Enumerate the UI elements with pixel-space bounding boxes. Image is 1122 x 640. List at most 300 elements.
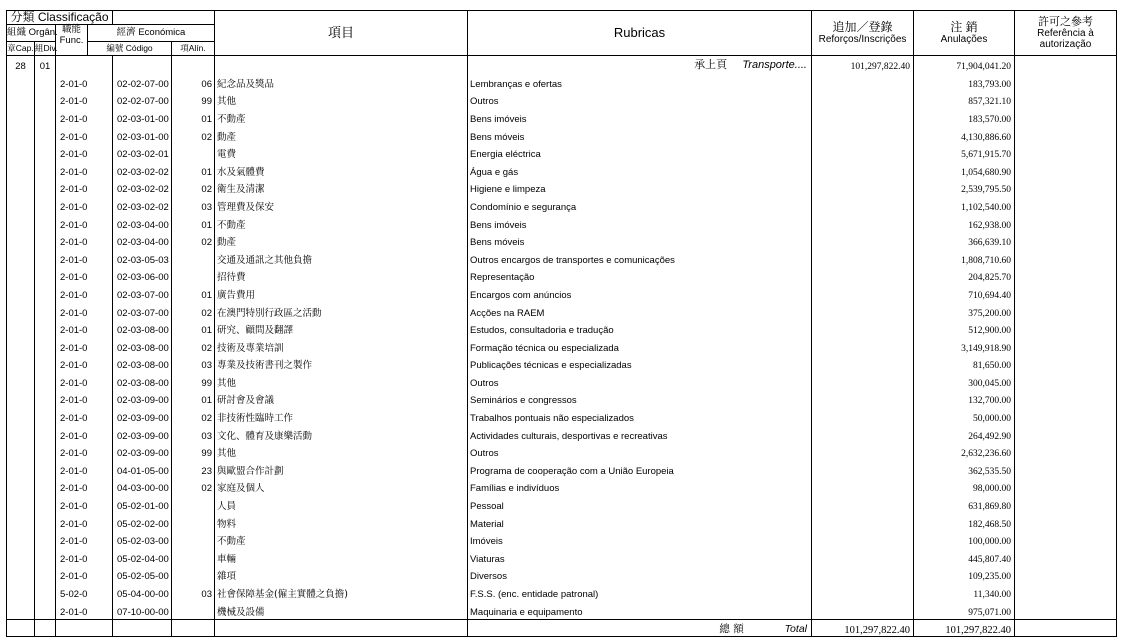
- div-cell: [35, 108, 56, 126]
- rubrica-cell: Viaturas: [468, 548, 812, 566]
- cap-cell: [7, 337, 35, 355]
- reinforce-cell: [812, 407, 914, 425]
- amount-cell: 1,808,710.60: [914, 249, 1015, 267]
- div-cell: [35, 407, 56, 425]
- alin-cell: 01: [172, 390, 215, 408]
- rubrica-cell: Condomínio e segurança: [468, 196, 812, 214]
- cap-cell: [7, 513, 35, 531]
- table-row: [7, 91, 1117, 109]
- div-header-zh: 組: [35, 43, 44, 54]
- func-cell: 2-01-0: [56, 460, 88, 478]
- code-cell: 02-03-02-02: [113, 179, 172, 197]
- table-row: [7, 214, 1117, 232]
- reference-cell: [1015, 355, 1117, 373]
- cap-cell: [7, 372, 35, 390]
- reference-cell: [1015, 390, 1117, 408]
- reinforce-cell: [812, 126, 914, 144]
- organ-header-pt: Orgân.: [28, 26, 58, 38]
- organ-header: [7, 25, 56, 42]
- transport-row: [7, 56, 1117, 74]
- table-row: [7, 337, 1117, 355]
- div-header-pt: Div.: [43, 43, 58, 54]
- func-cell-cont: [88, 144, 113, 162]
- func-cell: 2-01-0: [56, 355, 88, 373]
- div-cell: [35, 214, 56, 232]
- amount-cell: 2,539,795.50: [914, 179, 1015, 197]
- div-cell: [35, 425, 56, 443]
- rubrica-cell: Seminários e congressos: [468, 390, 812, 408]
- div-cell: [35, 601, 56, 619]
- func-cell-cont: [88, 460, 113, 478]
- reference-cell: [1015, 108, 1117, 126]
- alin-cell: [172, 548, 215, 566]
- func-cell: 2-01-0: [56, 126, 88, 144]
- div-cell: [35, 443, 56, 461]
- classification-zh: 分類: [10, 10, 35, 24]
- table-row: [7, 372, 1117, 390]
- reinforce-cell: [812, 495, 914, 513]
- rubricas-header-pt: Rubricas: [613, 24, 666, 40]
- reinforce-cell: [812, 443, 914, 461]
- reference-header-pt1: Referência à: [1037, 28, 1094, 40]
- table-row: [7, 108, 1117, 126]
- reinforce-header-zh: 追加／登錄: [832, 20, 893, 34]
- alin-cell: [172, 566, 215, 584]
- total-cancel: 101,297,822.40: [914, 619, 1015, 636]
- amount-cell: 183,570.00: [914, 108, 1015, 126]
- item-zh-cell: 技術及專業培訓: [215, 337, 468, 355]
- reinforce-cell: [812, 478, 914, 496]
- table-row: [7, 302, 1117, 320]
- cap-cell: [7, 214, 35, 232]
- cap-cell: [7, 179, 35, 197]
- reference-cell: [1015, 284, 1117, 302]
- alin-header-pt: Alín.: [188, 43, 206, 54]
- code-cell: 02-03-08-00: [113, 355, 172, 373]
- reference-cell: [1015, 531, 1117, 549]
- func-cell: 2-01-0: [56, 337, 88, 355]
- reference-header-pt2: autorização: [1039, 39, 1092, 51]
- reinforce-cell: [812, 284, 914, 302]
- func-cell-cont: [88, 179, 113, 197]
- div-header: [35, 42, 56, 56]
- alin-cell: [172, 249, 215, 267]
- table-row: [7, 179, 1117, 197]
- cap-cell: [7, 425, 35, 443]
- code-cell: 02-03-08-00: [113, 320, 172, 338]
- table-row: [7, 601, 1117, 619]
- reinforce-cell: [812, 566, 914, 584]
- item-zh-cell: 家庭及個人: [215, 478, 468, 496]
- amount-cell: 362,535.50: [914, 460, 1015, 478]
- cap-cell: [7, 267, 35, 285]
- div-cell: [35, 144, 56, 162]
- table-row: [7, 284, 1117, 302]
- code-cell: 02-03-07-00: [113, 284, 172, 302]
- item-zh-cell: 不動產: [215, 108, 468, 126]
- alin-header: [172, 42, 215, 56]
- code-cell: 02-03-02-02: [113, 196, 172, 214]
- reference-cell: [1015, 73, 1117, 91]
- rubrica-cell: Bens móveis: [468, 232, 812, 250]
- func-cell: 5-02-0: [56, 583, 88, 601]
- amount-cell: 710,694.40: [914, 284, 1015, 302]
- reference-cell: [1015, 548, 1117, 566]
- cap-cell: [7, 390, 35, 408]
- total-label: [468, 619, 812, 636]
- func-cell: 2-01-0: [56, 161, 88, 179]
- reference-header: [1015, 11, 1117, 56]
- reference-cell: [1015, 320, 1117, 338]
- amount-cell: 98,000.00: [914, 478, 1015, 496]
- reference-cell: [1015, 196, 1117, 214]
- table-row: [7, 232, 1117, 250]
- alin-cell: [172, 531, 215, 549]
- func-cell-cont: [88, 337, 113, 355]
- func-cell: 2-01-0: [56, 179, 88, 197]
- item-zh-cell: 與歐盟合作計劃: [215, 460, 468, 478]
- amount-cell: 183,793.00: [914, 73, 1015, 91]
- func-cell: 2-01-0: [56, 601, 88, 619]
- classification-header-cont: [113, 11, 215, 25]
- func-cell-cont: [88, 302, 113, 320]
- func-cell: 2-01-0: [56, 108, 88, 126]
- item-zh-cell: 研究、顧問及翻譯: [215, 320, 468, 338]
- reinforce-cell: [812, 249, 914, 267]
- rubrica-cell: Outros encargos de transportes e comunicações: [468, 249, 812, 267]
- table-row: [7, 460, 1117, 478]
- code-cell: 02-03-06-00: [113, 267, 172, 285]
- table-row: [7, 548, 1117, 566]
- item-header: [215, 11, 468, 56]
- rubrica-cell: Publicações técnicas e especializadas: [468, 355, 812, 373]
- amount-cell: 512,900.00: [914, 320, 1015, 338]
- func-cell-cont: [88, 249, 113, 267]
- cap-cell: [7, 73, 35, 91]
- rubrica-cell: Água e gás: [468, 161, 812, 179]
- alin-cell: 01: [172, 320, 215, 338]
- alin-cell: 02: [172, 232, 215, 250]
- item-zh-cell: 在澳門特別行政區之活動: [215, 302, 468, 320]
- code-cell: 02-02-07-00: [113, 73, 172, 91]
- transport-label-zh: 承上頁: [694, 58, 728, 72]
- item-zh-cell: 其他: [215, 372, 468, 390]
- amount-cell: 109,235.00: [914, 566, 1015, 584]
- table-row: [7, 583, 1117, 601]
- item-zh-cell: 廣告費用: [215, 284, 468, 302]
- alin-cell: 03: [172, 425, 215, 443]
- item-zh-cell: 專業及技術書刊之製作: [215, 355, 468, 373]
- alin-cell: 99: [172, 443, 215, 461]
- cap-cell: [7, 531, 35, 549]
- func-cell-cont: [88, 196, 113, 214]
- cap-cell: [7, 320, 35, 338]
- reference-cell: [1015, 249, 1117, 267]
- code-cell: 04-03-00-00: [113, 478, 172, 496]
- func-cell: 2-01-0: [56, 249, 88, 267]
- func-cell: 2-01-0: [56, 390, 88, 408]
- amount-cell: 631,869.80: [914, 495, 1015, 513]
- rubricas-header: [468, 11, 812, 56]
- alin-header-zh: 項: [180, 43, 189, 54]
- reinforce-cell: [812, 179, 914, 197]
- amount-cell: 162,938.00: [914, 214, 1015, 232]
- func-cell: 2-01-0: [56, 531, 88, 549]
- cap-cell: [7, 144, 35, 162]
- func-cell: 2-01-0: [56, 372, 88, 390]
- econ-header-zh: 經濟: [116, 26, 136, 38]
- div-cell: [35, 320, 56, 338]
- amount-cell: 445,807.40: [914, 548, 1015, 566]
- table-row: [7, 355, 1117, 373]
- transport-reinforce: 101,297,822.40: [812, 56, 914, 74]
- div-cell: [35, 249, 56, 267]
- item-zh-cell: 交通及通訊之其他負擔: [215, 249, 468, 267]
- amount-cell: 3,149,918.90: [914, 337, 1015, 355]
- code-header: [88, 42, 172, 56]
- alin-cell: 23: [172, 460, 215, 478]
- rubrica-cell: Energia eléctrica: [468, 144, 812, 162]
- func-cell-cont: [88, 267, 113, 285]
- reference-cell: [1015, 372, 1117, 390]
- item-zh-cell: 雜項: [215, 566, 468, 584]
- total-reinforce: 101,297,822.40: [812, 619, 914, 636]
- reference-cell: [1015, 91, 1117, 109]
- func-cell: 2-01-0: [56, 144, 88, 162]
- item-zh-cell: 招待費: [215, 267, 468, 285]
- func-cell-cont: [88, 355, 113, 373]
- code-cell: 02-03-02-02: [113, 161, 172, 179]
- func-cell: 2-01-0: [56, 320, 88, 338]
- amount-cell: 264,492.90: [914, 425, 1015, 443]
- func-cell-cont: [88, 161, 113, 179]
- alin-cell: 03: [172, 583, 215, 601]
- cap-cell: [7, 407, 35, 425]
- cap-cell: [7, 91, 35, 109]
- func-cell-cont: [88, 320, 113, 338]
- amount-cell: 366,639.10: [914, 232, 1015, 250]
- alin-cell: 99: [172, 91, 215, 109]
- func-cell: 2-01-0: [56, 566, 88, 584]
- rubrica-cell: Lembranças e ofertas: [468, 73, 812, 91]
- rubrica-cell: Representação: [468, 267, 812, 285]
- reference-cell: [1015, 583, 1117, 601]
- cancel-header-pt: Anulações: [940, 34, 988, 46]
- rubrica-cell: Trabalhos pontuais não especializados: [468, 407, 812, 425]
- rubrica-cell: Outros: [468, 91, 812, 109]
- rubrica-cell: Outros: [468, 443, 812, 461]
- cap-cell: [7, 161, 35, 179]
- rubrica-cell: Imóveis: [468, 531, 812, 549]
- rubrica-cell: Acções na RAEM: [468, 302, 812, 320]
- func-cell: 2-01-0: [56, 478, 88, 496]
- cap-header: [7, 42, 35, 56]
- item-zh-cell: 非技術性臨時工作: [215, 407, 468, 425]
- table-row: [7, 196, 1117, 214]
- reinforce-cell: [812, 232, 914, 250]
- div-cell: [35, 390, 56, 408]
- code-cell: 04-01-05-00: [113, 460, 172, 478]
- code-cell: 05-02-04-00: [113, 548, 172, 566]
- reference-cell: [1015, 126, 1117, 144]
- cap-cell: [7, 583, 35, 601]
- func-cell-cont: [88, 513, 113, 531]
- cap-cell: [7, 232, 35, 250]
- alin-cell: 01: [172, 108, 215, 126]
- reinforce-cell: [812, 513, 914, 531]
- reference-cell: [1015, 267, 1117, 285]
- reference-cell: [1015, 179, 1117, 197]
- code-cell: 07-10-00-00: [113, 601, 172, 619]
- func-cell: 2-01-0: [56, 267, 88, 285]
- func-cell-cont: [88, 214, 113, 232]
- cap-cell: [7, 548, 35, 566]
- code-cell: 02-03-02-01: [113, 144, 172, 162]
- alin-cell: 01: [172, 284, 215, 302]
- reinforce-cell: [812, 161, 914, 179]
- alin-cell: 03: [172, 355, 215, 373]
- item-zh-cell: 動產: [215, 126, 468, 144]
- alin-cell: 01: [172, 214, 215, 232]
- func-cell: 2-01-0: [56, 495, 88, 513]
- reinforce-cell: [812, 355, 914, 373]
- code-cell: 05-02-02-00: [113, 513, 172, 531]
- item-zh-cell: 管理費及保安: [215, 196, 468, 214]
- code-cell: 05-04-00-00: [113, 583, 172, 601]
- cap-cell: [7, 249, 35, 267]
- rubrica-cell: Higiene e limpeza: [468, 179, 812, 197]
- transport-cancel: 71,904,041.20: [914, 56, 1015, 74]
- amount-cell: 375,200.00: [914, 302, 1015, 320]
- code-cell: 02-03-08-00: [113, 337, 172, 355]
- item-zh-cell: 電費: [215, 144, 468, 162]
- func-cell-cont: [88, 372, 113, 390]
- reference-cell: [1015, 407, 1117, 425]
- item-zh-cell: 紀念品及獎品: [215, 73, 468, 91]
- division-number: 01: [35, 56, 56, 74]
- amount-cell: 1,054,680.90: [914, 161, 1015, 179]
- cap-cell: [7, 196, 35, 214]
- amount-cell: 300,045.00: [914, 372, 1015, 390]
- div-cell: [35, 302, 56, 320]
- item-header-zh: 項目: [327, 24, 354, 40]
- reinforce-header-pt: Reforços/Inscrições: [818, 34, 907, 46]
- reinforce-cell: [812, 425, 914, 443]
- cap-cell: [7, 601, 35, 619]
- div-cell: [35, 460, 56, 478]
- func-header-zh: 職能: [61, 24, 81, 36]
- table-row: [7, 320, 1117, 338]
- code-cell: 02-03-09-00: [113, 443, 172, 461]
- reference-cell: [1015, 566, 1117, 584]
- alin-cell: 02: [172, 478, 215, 496]
- reference-cell: [1015, 302, 1117, 320]
- code-cell: 02-03-09-00: [113, 390, 172, 408]
- func-cell: 2-01-0: [56, 214, 88, 232]
- item-zh-cell: 水及氣體費: [215, 161, 468, 179]
- item-zh-cell: 人員: [215, 495, 468, 513]
- alin-cell: 02: [172, 179, 215, 197]
- item-zh-cell: 機械及設備: [215, 601, 468, 619]
- func-cell-cont: [88, 91, 113, 109]
- table-row: [7, 513, 1117, 531]
- rubrica-cell: Bens móveis: [468, 126, 812, 144]
- item-zh-cell: 不動產: [215, 214, 468, 232]
- div-cell: [35, 372, 56, 390]
- reinforce-cell: [812, 108, 914, 126]
- transport-label-pt: Transporte....: [742, 59, 807, 72]
- alin-cell: 01: [172, 161, 215, 179]
- func-cell: 2-01-0: [56, 425, 88, 443]
- reinforce-cell: [812, 460, 914, 478]
- amount-cell: 975,071.00: [914, 601, 1015, 619]
- cap-cell: [7, 355, 35, 373]
- reinforce-cell: [812, 91, 914, 109]
- func-cell-cont: [88, 548, 113, 566]
- func-cell-cont: [88, 531, 113, 549]
- alin-cell: 06: [172, 73, 215, 91]
- func-cell: 2-01-0: [56, 284, 88, 302]
- func-cell: 2-01-0: [56, 73, 88, 91]
- alin-cell: 02: [172, 126, 215, 144]
- cap-cell: [7, 302, 35, 320]
- reinforce-cell: [812, 601, 914, 619]
- chapter-number: 28: [7, 56, 35, 74]
- reference-cell: [1015, 337, 1117, 355]
- div-cell: [35, 126, 56, 144]
- cap-header-pt: Cap.: [15, 43, 34, 54]
- func-cell-cont: [88, 478, 113, 496]
- rubrica-cell: Encargos com anúncios: [468, 284, 812, 302]
- func-cell-cont: [88, 407, 113, 425]
- line-items: [7, 73, 1117, 619]
- table-row: [7, 425, 1117, 443]
- div-cell: [35, 355, 56, 373]
- func-header: [56, 25, 88, 56]
- cap-cell: [7, 284, 35, 302]
- alin-cell: [172, 144, 215, 162]
- reinforce-cell: [812, 531, 914, 549]
- amount-cell: 11,340.00: [914, 583, 1015, 601]
- reinforce-cell: [812, 548, 914, 566]
- func-cell-cont: [88, 390, 113, 408]
- div-cell: [35, 73, 56, 91]
- rubrica-cell: Outros: [468, 372, 812, 390]
- func-cell: 2-01-0: [56, 232, 88, 250]
- cap-cell: [7, 478, 35, 496]
- classification-header: [7, 11, 113, 25]
- amount-cell: 4,130,886.60: [914, 126, 1015, 144]
- reference-cell: [1015, 443, 1117, 461]
- rubrica-cell: Programa de cooperação com a União Europeia: [468, 460, 812, 478]
- table-row: [7, 144, 1117, 162]
- item-zh-cell: 文化、體育及康樂活動: [215, 425, 468, 443]
- cancel-header-zh: 注 銷: [950, 20, 978, 34]
- item-zh-cell: 研討會及會議: [215, 390, 468, 408]
- cap-header-zh: 章: [7, 43, 16, 54]
- alin-cell: [172, 267, 215, 285]
- reference-cell: [1015, 161, 1117, 179]
- cap-cell: [7, 108, 35, 126]
- amount-cell: 100,000.00: [914, 531, 1015, 549]
- table-row: [7, 390, 1117, 408]
- func-cell-cont: [88, 566, 113, 584]
- table-row: [7, 495, 1117, 513]
- div-cell: [35, 478, 56, 496]
- cap-cell: [7, 566, 35, 584]
- reference-cell: [1015, 425, 1117, 443]
- div-cell: [35, 179, 56, 197]
